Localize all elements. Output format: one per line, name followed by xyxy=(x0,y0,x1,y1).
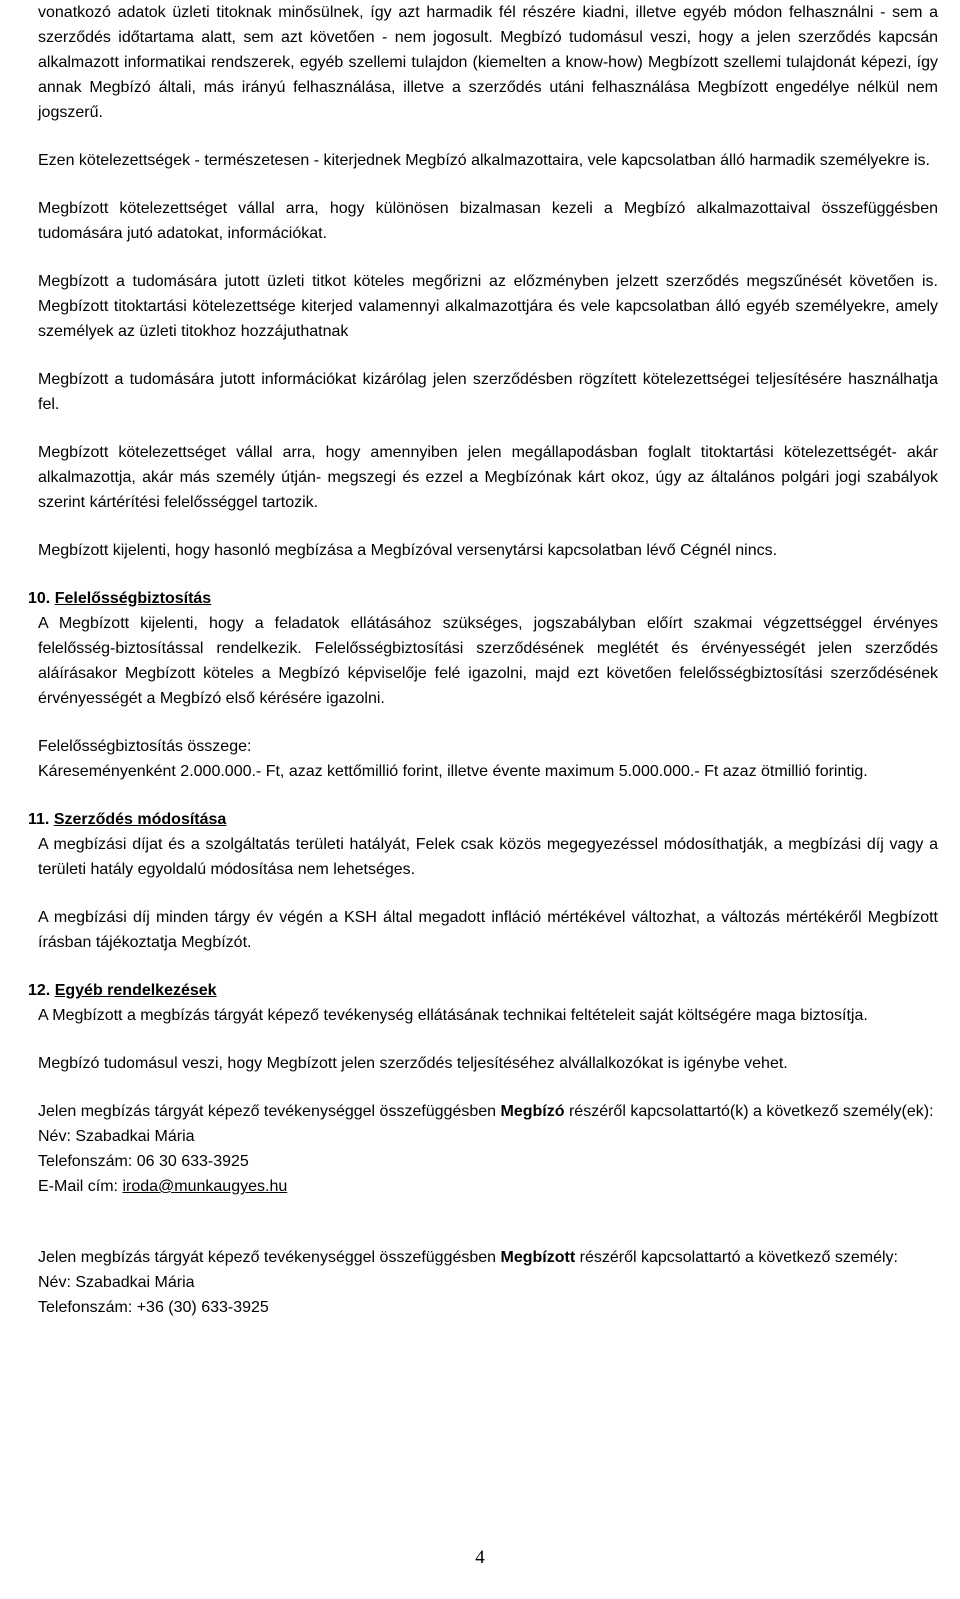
paragraph-trade-secret: vonatkozó adatok üzleti titoknak minősülnek, így azt harmadik fél részére kiadni, illetve egyéb módon felhasználni - sem a szerződés időtartama alatt, sem azt követően - nem jogosult. Megbízó tudomásul veszi, hogy a jelen szerződés kapcsán alkalmazott informatikai rendszerek, egyéb szellemi tulajdon (kiemelten a know-how) Megbízott szellemi tulajdonát képezi, így annak Megbízó általi, más irányú felhasználása, illetve a szerződés utáni felhasználása Megbízott engedélye nélkül nem jogszerű. xyxy=(38,4,938,121)
agent-label: Megbízott xyxy=(500,1249,576,1266)
paragraph-secret-keeping: Megbízott a tudomására jutott üzleti titkot köteles megőrizni az előzményben jelzett szerződés megszűnését követően is. Megbízott titoktartási kötelezettsége kiterjed valamennyi alkalmazottjára és vele kapcsolatban álló egyéb személyekre, amely személyek az üzleti titokhoz hozzájuthatnak xyxy=(38,273,938,340)
email-label: E-Mail cím: xyxy=(38,1178,123,1195)
paragraph-information-use: Megbízott a tudomására jutott információkat kizárólag jelen szerződésben rögzített kötelezettségei teljesítésére használhatja fel. xyxy=(38,371,938,413)
contact-agent-intro: Jelen megbízás tárgyát képező tevékenységgel összefüggésben Megbízott részéről kapcsolattartó a következő személy: xyxy=(38,1249,898,1266)
insurance-amount-label: Felelősségbiztosítás összege: xyxy=(38,738,252,755)
insurance-amount-text: Káreseményenként 2.000.000.- Ft, azaz kettőmillió forint, illetve évente maximum 5.000.000.- Ft azaz ötmillió forintig. xyxy=(38,763,868,780)
document-page xyxy=(28,0,938,1320)
section-11-title: Szerződés módosítása xyxy=(53,811,227,828)
section-11-paragraph-1: A megbízási díjat és a szolgáltatás területi hatályát, Felek csak közös megegyezéssel módosíthatják, a megbízási díj vagy a területi hatály egyoldalú módosítása nem lehetséges. xyxy=(38,836,938,878)
section-12-paragraph-1: A Megbízott a megbízás tárgyát képező tevékenység ellátásának technikai feltételeit saját költségére maga biztosítja. xyxy=(38,1007,868,1024)
contact-principal-phone: Telefonszám: 06 30 633-3925 xyxy=(38,1153,249,1170)
contact-principal-intro: Jelen megbízás tárgyát képező tevékenységgel összefüggésben Megbízó részéről kapcsolattartó(k) a következő személy(ek): xyxy=(38,1103,934,1120)
section-11-number: 11. xyxy=(28,811,50,828)
section-11-heading xyxy=(28,807,938,832)
section-10-title: Felelősségbiztosítás xyxy=(54,590,212,607)
contact-principal-email-row xyxy=(38,1174,938,1199)
principal-label: Megbízó xyxy=(500,1103,565,1120)
paragraph-obligations-scope: Ezen kötelezettségek - természetesen - kiterjednek Megbízó alkalmazottaira, vele kapcsolatban álló harmadik személyekre is. xyxy=(38,152,930,169)
paragraph-confidential-handling: Megbízott kötelezettséget vállal arra, hogy különösen bizalmasan kezeli a Megbízó alkalmazottaival összefüggésben tudomására jutó adatokat, információkat. xyxy=(38,200,938,242)
paragraph-liability: Megbízott kötelezettséget vállal arra, hogy amennyiben jelen megállapodásban foglalt titoktartási kötelezettségét- akár alkalmazottja, akár más személy útján- megszegi és ezzel a Megbízónak kárt okoz, úgy az általános polgári jogi szabályok szerint kártérítési felelősséggel tartozik. xyxy=(38,444,938,511)
contact-agent-name: Név: Szabadkai Mária xyxy=(38,1274,195,1291)
section-12-number: 12. xyxy=(28,982,51,999)
page-number: 4 xyxy=(475,1547,485,1568)
email-link[interactable]: iroda@munkaugyes.hu xyxy=(122,1178,288,1195)
section-10-paragraph: A Megbízott kijelenti, hogy a feladatok ellátásához szükséges, jogszabályban előírt szakmai végzettséggel érvényes felelősség-biztosítással rendelkezik. Felelősségbiztosítási szerződésének meglétét és érvényességét jelen szerződés aláírásakor Megbízott köteles a Megbízó képviselője felé igazolni, majd ezt követően felelősségbiztosítási szerződésének érvényességét a Megbízó első kérésére igazolni. xyxy=(38,615,938,707)
section-10-number: 10. xyxy=(28,590,51,607)
section-12-heading xyxy=(28,978,938,1003)
paragraph-competitor-statement: Megbízott kijelenti, hogy hasonló megbízása a Megbízóval versenytársi kapcsolatban lévő Cégnél nincs. xyxy=(38,542,778,559)
section-12-title: Egyéb rendelkezések xyxy=(54,982,217,999)
section-11-paragraph-2: A megbízási díj minden tárgy év végén a KSH által megadott infláció mértékével változhat, a változás mértékéről Megbízott írásban tájékoztatja Megbízót. xyxy=(38,909,938,951)
contact-agent-phone: Telefonszám: +36 (30) 633-3925 xyxy=(38,1299,269,1316)
section-10-heading xyxy=(28,586,938,611)
section-12-paragraph-2: Megbízó tudomásul veszi, hogy Megbízott jelen szerződés teljesítéséhez alvállalkozókat is igénybe vehet. xyxy=(38,1055,788,1072)
contact-principal-name: Név: Szabadkai Mária xyxy=(38,1128,195,1145)
